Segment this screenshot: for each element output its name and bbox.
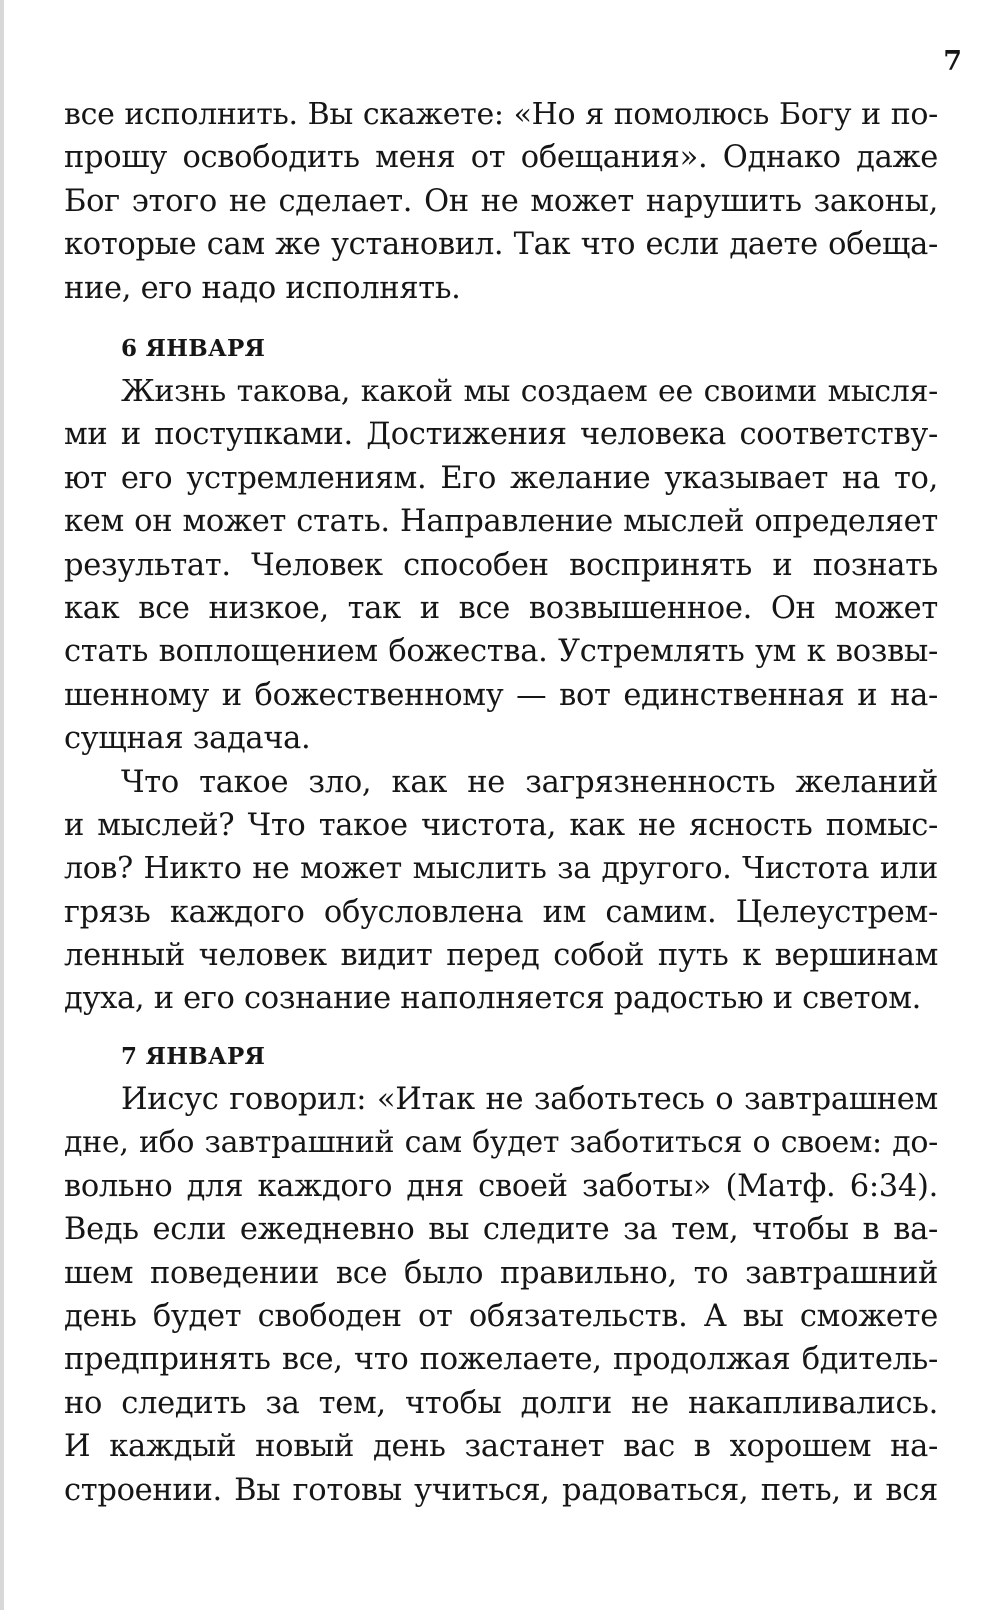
text-line: Бог этого не сделает. Он не может нарушить законы, <box>64 183 938 219</box>
text-line: Иисус говорил: «Итак не заботьтесь о завтрашнем <box>121 1082 938 1117</box>
text-line: ние, его надо исполнять. <box>64 270 461 306</box>
text-line: стать воплощением божества. Устремлять ум к возвы- <box>64 634 938 670</box>
page-edge-shadow <box>0 0 4 1610</box>
text-line: ми и поступками. Достижения человека соответству- <box>64 417 938 453</box>
text-line: кем он может стать. Направление мыслей определяет <box>64 504 938 540</box>
text-line: предпринять все, что пожелаете, продолжая бдитель- <box>64 1342 938 1378</box>
section-body-jan-6 <box>64 370 938 1021</box>
text-line: вольно для каждого дня своей заботы» (Матф. 6:34). <box>64 1168 938 1204</box>
text-line: И каждый новый день застанет вас в хорошем на- <box>64 1429 938 1465</box>
text-line: все исполнить. Вы скажете: «Но я помолюсь Богу и по- <box>64 97 938 132</box>
text-line: как все низкое, так и все возвышенное. Он может <box>64 590 938 626</box>
section-body-jan-7 <box>64 1078 938 1512</box>
text-line: дне, ибо завтрашний сам будет заботиться о своем: до- <box>64 1125 938 1161</box>
text-line: шем поведении все было правильно, то завтрашний <box>64 1255 938 1291</box>
continuation-paragraph <box>64 93 938 310</box>
text-line: сущная задача. <box>64 721 311 757</box>
section-heading-jan-6: 6 ЯНВАРЯ <box>121 335 266 362</box>
text-line: ют его устремлениям. Его желание указывает на то, <box>64 460 938 496</box>
text-line: ленный человек видит перед собой путь к вершинам <box>64 938 938 974</box>
text-line: Жизнь такова, какой мы создаем ее своими мысля- <box>121 374 938 409</box>
text-line: строении. Вы готовы учиться, радоваться, петь, и вся <box>64 1472 938 1508</box>
text-line: духа, и его сознание наполняется радостью и светом. <box>64 981 922 1017</box>
text-line: день будет свободен от обязательств. А вы сможете <box>64 1298 938 1334</box>
text-line: и мыслей? Что такое чистота, как не ясность помыс- <box>64 807 938 843</box>
text-line: Ведь если ежедневно вы следите за тем, чтобы в ва- <box>64 1212 938 1248</box>
text-line: шенному и божественному — вот единственная и на- <box>64 677 938 713</box>
section-heading-jan-7: 7 ЯНВАРЯ <box>121 1043 266 1070</box>
text-line: грязь каждого обусловлена им самим. Целеустрем- <box>64 894 938 930</box>
text-line: которые сам же установил. Так что если даете обеща- <box>64 227 938 263</box>
text-line: результат. Человек способен воспринять и познать <box>64 547 938 583</box>
text-line: прошу освободить меня от обещания». Однако даже <box>64 140 938 176</box>
page-number: 7 <box>943 46 962 77</box>
text-line: но следить за тем, чтобы долги не накапливались. <box>64 1385 938 1421</box>
text-line: лов? Никто не может мыслить за другого. Чистота или <box>64 851 938 887</box>
text-line: Что такое зло, как не загрязненность желаний <box>121 764 938 800</box>
